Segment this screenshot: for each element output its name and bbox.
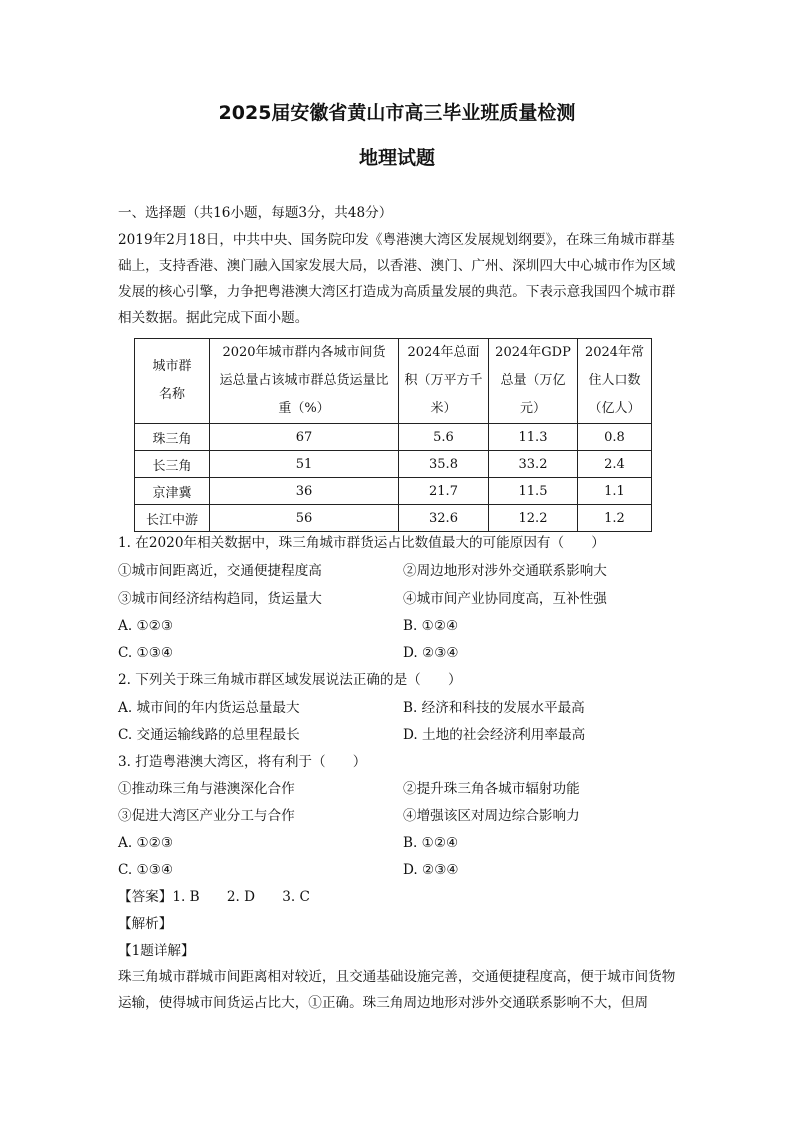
detail-label: 【1题详解】: [118, 943, 195, 959]
q1-statement-4: ④城市间产业协同度高，互补性强: [403, 591, 607, 607]
table-cell: 32.6: [399, 505, 489, 532]
table-cell: 36: [210, 478, 399, 505]
detail-paragraph: 珠三角城市群城市间距离相对较近，且交通基础设施完善，交通便捷程度高，便于城市间货物运输，使得城市间货运占比大，①正确。珠三角周边地形对涉外交通联系影响不大，但周: [118, 969, 676, 1011]
table-cell: 1.2: [578, 505, 652, 532]
table-header-cell: 2024年GDP总量（万亿元）: [489, 339, 578, 424]
table-cell: 11.3: [489, 424, 578, 451]
q2-option-a: A. 城市间的年内货运总量最大: [118, 700, 300, 716]
table-cell: 11.5: [489, 478, 578, 505]
q1-option-a: A. ①②③: [118, 618, 174, 634]
intro-paragraph: 2019年2月18日，中共中央、国务院印发《粤港澳大湾区发展规划纲要》，在珠三角城市群基础上，支持香港、澳门融入国家发展大局，以香港、澳门、广州、深圳四大中心城市作为区域发展的核心引擎，力争把粤港澳大湾区打造成为高质量发展的典范。下表示意我国四个城市群相关数据。据此完成下面小题。: [118, 232, 676, 326]
table-cell: 33.2: [489, 451, 578, 478]
q1-statement-1: ①城市间距离近，交通便捷程度高: [118, 563, 322, 579]
q3-statement-2: ②提升珠三角各城市辐射功能: [403, 781, 580, 797]
table-cell: 珠三角: [135, 424, 210, 451]
q1-option-b: B. ①②④: [403, 618, 459, 634]
table-cell: 51: [210, 451, 399, 478]
table-header-cell: 城市群名称: [135, 339, 210, 424]
table-cell: 35.8: [399, 451, 489, 478]
section-heading: 一、选择题（共16小题，每题3分，共48分）: [118, 205, 393, 221]
table-cell: 12.2: [489, 505, 578, 532]
q3-option-c: C. ①③④: [118, 862, 174, 878]
question-2-stem: 2. 下列关于珠三角城市群区域发展说法正确的是（ ）: [118, 672, 462, 688]
q1-statement-2: ②周边地形对涉外交通联系影响大: [403, 563, 607, 579]
analysis-label: 【解析】: [118, 916, 173, 932]
table-cell: 2.4: [578, 451, 652, 478]
q3-option-d: D. ②③④: [403, 862, 459, 878]
q2-option-c: C. 交通运输线路的总里程最长: [118, 727, 300, 743]
q3-option-a: A. ①②③: [118, 835, 174, 851]
table-cell: 67: [210, 424, 399, 451]
table-row: [135, 424, 652, 451]
table-row: [135, 505, 652, 532]
table-row: [135, 451, 652, 478]
q3-statement-4: ④增强该区对周边综合影响力: [403, 808, 580, 824]
table-header-cell: 2024年常住人口数（亿人）: [578, 339, 652, 424]
table-header-row: [135, 339, 652, 424]
table-cell: 长三角: [135, 451, 210, 478]
table-cell: 京津冀: [135, 478, 210, 505]
table-row: [135, 478, 652, 505]
q1-option-c: C. ①③④: [118, 645, 174, 661]
q2-option-d: D. 土地的社会经济利用率最高: [403, 727, 586, 743]
table-cell: 1.1: [578, 478, 652, 505]
data-table: [134, 338, 652, 532]
question-3-stem: 3. 打造粤港澳大湾区，将有利于（ ）: [118, 754, 367, 770]
table-cell: 0.8: [578, 424, 652, 451]
table-cell: 56: [210, 505, 399, 532]
q1-option-d: D. ②③④: [403, 645, 459, 661]
answer-line: 【答案】1. B 2. D 3. C: [118, 889, 310, 905]
page-title: 2025届安徽省黄山市高三毕业班质量检测: [218, 102, 576, 124]
q3-statement-1: ①推动珠三角与港澳深化合作: [118, 781, 295, 797]
q1-statement-3: ③城市间经济结构趋同，货运量大: [118, 591, 322, 607]
q3-option-b: B. ①②④: [403, 835, 459, 851]
table-cell: 21.7: [399, 478, 489, 505]
q3-statement-3: ③促进大湾区产业分工与合作: [118, 808, 295, 824]
page-subtitle: 地理试题: [358, 147, 435, 169]
q2-option-b: B. 经济和科技的发展水平最高: [403, 700, 585, 716]
table-cell: 长江中游: [135, 505, 210, 532]
table-cell: 5.6: [399, 424, 489, 451]
question-1-stem: 1. 在2020年相关数据中，珠三角城市群货运占比数值最大的可能原因有（ ）: [118, 535, 605, 551]
table-header-cell: 2020年城市群内各城市间货运总量占该城市群总货运量比重（%）: [210, 339, 399, 424]
table-header-cell: 2024年总面积（万平方千米）: [399, 339, 489, 424]
